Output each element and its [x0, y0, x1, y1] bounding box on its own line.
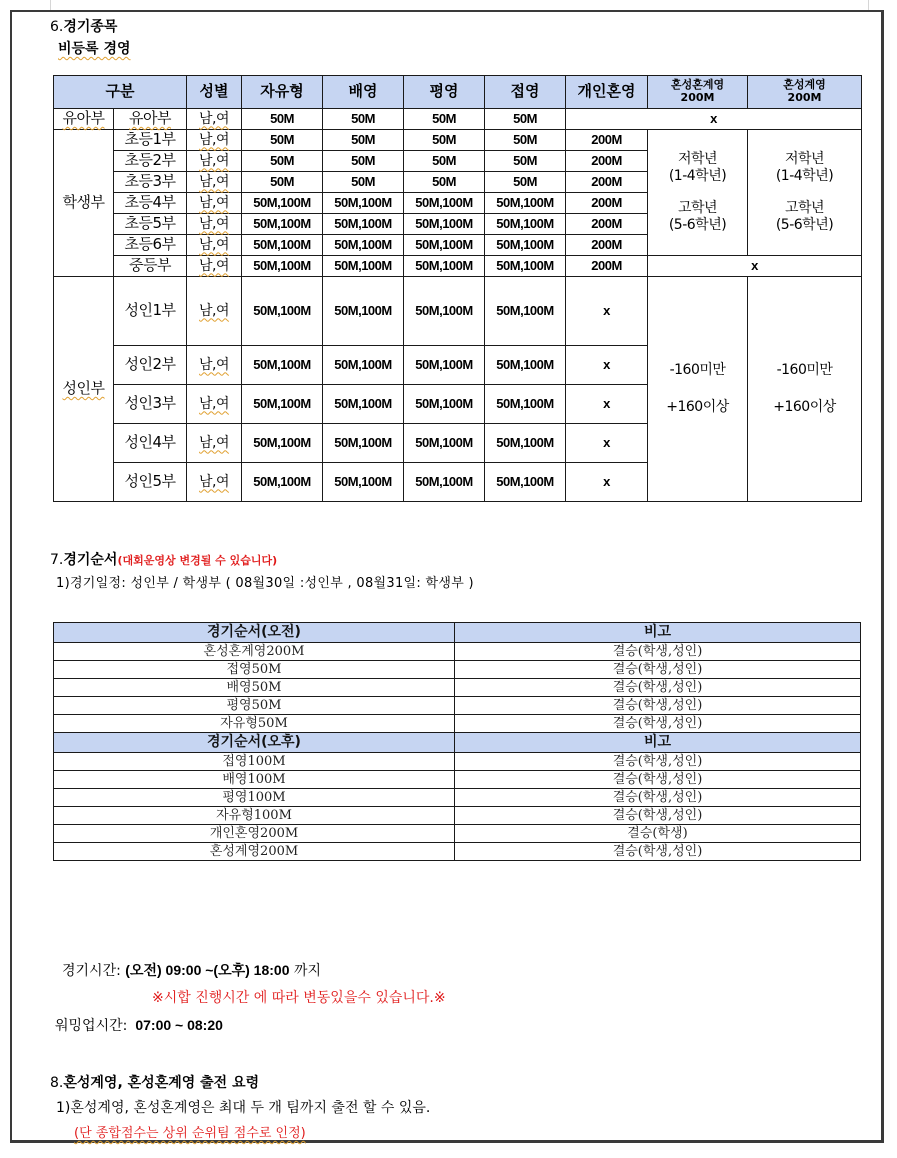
division-cell: 중등부 [114, 256, 187, 277]
section-6-heading [50, 16, 117, 36]
mixed-relay-adult-note: -160미만 +160이상 [748, 277, 862, 502]
breaststroke-cell: 50M,100M [404, 424, 485, 463]
header-line: 200M [680, 91, 715, 104]
im-cell: x [566, 424, 648, 463]
gender-cell: 남,여 [187, 277, 242, 346]
backstroke-cell: 50M,100M [323, 346, 404, 385]
section-title: 혼성계영, 혼성혼계영 출전 요령 [63, 1075, 260, 1091]
mixed-medley-elementary-note: 저학년 (1-4학년) 고학년 (5-6학년) [648, 130, 748, 256]
im-cell: 200M [566, 193, 648, 214]
col-backstroke: 배영 [323, 76, 404, 109]
col-division: 구분 [54, 76, 187, 109]
warmup-time-line [55, 1015, 223, 1035]
col-mixed-relay [748, 76, 862, 109]
event-cell: 평영100M [54, 789, 455, 807]
afternoon-header: 경기순서(오후) [54, 733, 455, 753]
events-table-header [54, 76, 862, 109]
gender-cell: 남,여 [187, 151, 242, 172]
game-time-label: 경기시간: [62, 963, 121, 979]
breaststroke-cell: 50M,100M [404, 277, 485, 346]
im-cell: x [566, 463, 648, 502]
freestyle-cell: 50M,100M [242, 424, 323, 463]
note-cell: 결승(학생) [455, 825, 861, 843]
relay-rule-note: (단 종합점수는 상위 순위팀 점수로 인정) [74, 1126, 306, 1141]
backstroke-cell: 50M,100M [323, 424, 404, 463]
table-row [54, 256, 862, 277]
backstroke-cell: 50M,100M [323, 385, 404, 424]
freestyle-cell: 50M,100M [242, 256, 323, 277]
freestyle-cell: 50M [242, 172, 323, 193]
freestyle-cell: 50M,100M [242, 385, 323, 424]
table-row [54, 109, 862, 130]
relay-rule: 1)혼성계영, 혼성혼계영은 최대 두 개 팀까지 출전 할 수 있음. [56, 1100, 431, 1116]
col-im: 개인혼영 [566, 76, 648, 109]
butterfly-cell: 50M,100M [485, 385, 566, 424]
col-freestyle: 자유형 [242, 76, 323, 109]
event-cell: 개인혼영200M [54, 825, 455, 843]
table-row [54, 661, 861, 679]
table-row [54, 643, 861, 661]
table-row [54, 130, 862, 151]
col-mixed-medley [648, 76, 748, 109]
division-cell: 초등4부 [114, 193, 187, 214]
event-cell: 자유형100M [54, 807, 455, 825]
division-cell: 유아부 [114, 109, 187, 130]
gender-cell: 남,여 [187, 193, 242, 214]
table-row [54, 715, 861, 733]
event-cell: 혼성혼계영200M [54, 643, 455, 661]
gender-cell: 남,여 [187, 214, 242, 235]
note-cell: 결승(학생,성인) [455, 789, 861, 807]
event-cell: 접영50M [54, 661, 455, 679]
time-change-warning: ※시합 진행시간 에 따라 변동있을수 있습니다.※ [152, 990, 446, 1006]
backstroke-cell: 50M [323, 151, 404, 172]
col-butterfly: 접영 [485, 76, 566, 109]
na-cell: x [566, 109, 862, 130]
im-cell: 200M [566, 172, 648, 193]
im-cell: 200M [566, 235, 648, 256]
gender-cell: 남,여 [187, 109, 242, 130]
breaststroke-cell: 50M,100M [404, 463, 485, 502]
gender-cell: 남,여 [187, 172, 242, 193]
backstroke-cell: 50M [323, 172, 404, 193]
division-cell: 초등6부 [114, 235, 187, 256]
breaststroke-cell: 50M,100M [404, 385, 485, 424]
note-cell: 결승(학생,성인) [455, 843, 861, 861]
breaststroke-cell: 50M,100M [404, 193, 485, 214]
butterfly-cell: 50M,100M [485, 277, 566, 346]
game-time-suffix: 까지 [293, 963, 321, 979]
freestyle-cell: 50M [242, 130, 323, 151]
gender-cell: 남,여 [187, 385, 242, 424]
morning-header: 경기순서(오전) [54, 623, 455, 643]
note-cell: 결승(학생,성인) [455, 807, 861, 825]
gender-cell: 남,여 [187, 463, 242, 502]
freestyle-cell: 50M,100M [242, 214, 323, 235]
group-cell: 유아부 [54, 109, 114, 130]
freestyle-cell: 50M,100M [242, 346, 323, 385]
event-cell: 평영50M [54, 697, 455, 715]
backstroke-cell: 50M,100M [323, 463, 404, 502]
events-table [53, 75, 862, 502]
section-title: 경기종목 [63, 19, 118, 35]
gender-cell: 남,여 [187, 346, 242, 385]
afternoon-header-row [54, 733, 861, 753]
section-number: 7. [50, 552, 64, 568]
butterfly-cell: 50M [485, 109, 566, 130]
gender-cell: 남,여 [187, 130, 242, 151]
note-cell: 결승(학생,성인) [455, 643, 861, 661]
division-cell: 성인5부 [114, 463, 187, 502]
section-number: 8. [50, 1075, 64, 1091]
freestyle-cell: 50M,100M [242, 193, 323, 214]
note-cell: 결승(학생,성인) [455, 715, 861, 733]
freestyle-cell: 50M [242, 151, 323, 172]
note-cell: 결승(학생,성인) [455, 753, 861, 771]
section-6-subtitle [58, 38, 131, 58]
butterfly-cell: 50M,100M [485, 235, 566, 256]
change-notice: (대회운영상 변경될 수 있습니다) [117, 554, 278, 567]
butterfly-cell: 50M,100M [485, 424, 566, 463]
table-row [54, 697, 861, 715]
table-row [54, 843, 861, 861]
group-cell-students: 학생부 [54, 130, 114, 277]
im-cell: 200M [566, 130, 648, 151]
backstroke-cell: 50M,100M [323, 256, 404, 277]
butterfly-cell: 50M,100M [485, 214, 566, 235]
butterfly-cell: 50M,100M [485, 256, 566, 277]
gender-cell: 남,여 [187, 256, 242, 277]
butterfly-cell: 50M,100M [485, 193, 566, 214]
note-cell: 결승(학생,성인) [455, 771, 861, 789]
relays-na-cell: x [648, 256, 862, 277]
warmup-label: 워밍업시간: [55, 1018, 128, 1034]
section-8-heading [50, 1072, 259, 1092]
division-cell: 성인2부 [114, 346, 187, 385]
butterfly-cell: 50M [485, 172, 566, 193]
morning-header-row [54, 623, 861, 643]
header-line: 혼성계영 [783, 78, 826, 92]
section-number: 6. [50, 19, 64, 35]
im-cell: x [566, 385, 648, 424]
gender-cell: 남,여 [187, 424, 242, 463]
morning-note-header: 비고 [455, 623, 861, 643]
butterfly-cell: 50M,100M [485, 346, 566, 385]
backstroke-cell: 50M,100M [323, 193, 404, 214]
note-cell: 결승(학생,성인) [455, 661, 861, 679]
im-cell: 200M [566, 214, 648, 235]
im-cell: x [566, 346, 648, 385]
document-page [10, 10, 884, 1143]
butterfly-cell: 50M [485, 151, 566, 172]
game-time-value: (오전) 09:00 ~(오후) 18:00 [125, 962, 290, 978]
division-cell: 초등3부 [114, 172, 187, 193]
breaststroke-cell: 50M,100M [404, 346, 485, 385]
breaststroke-cell: 50M [404, 172, 485, 193]
mixed-medley-adult-note: -160미만 +160이상 [648, 277, 748, 502]
im-cell: 200M [566, 256, 648, 277]
header-line: 200M [787, 91, 822, 104]
table-row [54, 753, 861, 771]
table-row [54, 789, 861, 807]
table-row [54, 277, 862, 346]
event-cell: 배영50M [54, 679, 455, 697]
breaststroke-cell: 50M [404, 130, 485, 151]
breaststroke-cell: 50M [404, 109, 485, 130]
division-cell: 성인3부 [114, 385, 187, 424]
schedule-line: 1)경기일정: 성인부 / 학생부 ( 08월30일 :성인부 , 08월31일: 학생부 ) [56, 576, 474, 591]
im-cell: x [566, 277, 648, 346]
freestyle-cell: 50M,100M [242, 463, 323, 502]
col-breaststroke: 평영 [404, 76, 485, 109]
table-row [54, 771, 861, 789]
freestyle-cell: 50M,100M [242, 277, 323, 346]
breaststroke-cell: 50M,100M [404, 256, 485, 277]
game-time-line [62, 960, 321, 980]
division-cell: 초등5부 [114, 214, 187, 235]
division-cell: 초등2부 [114, 151, 187, 172]
section-7-heading [50, 549, 277, 569]
group-cell-adults: 성인부 [54, 277, 114, 502]
note-cell: 결승(학생,성인) [455, 679, 861, 697]
backstroke-cell: 50M [323, 109, 404, 130]
backstroke-cell: 50M,100M [323, 214, 404, 235]
backstroke-cell: 50M [323, 130, 404, 151]
table-row [54, 807, 861, 825]
breaststroke-cell: 50M,100M [404, 235, 485, 256]
butterfly-cell: 50M,100M [485, 463, 566, 502]
im-cell: 200M [566, 151, 648, 172]
division-cell: 성인4부 [114, 424, 187, 463]
table-row [54, 679, 861, 697]
freestyle-cell: 50M [242, 109, 323, 130]
butterfly-cell: 50M [485, 130, 566, 151]
event-cell: 자유형50M [54, 715, 455, 733]
section-title: 경기순서 [63, 552, 118, 568]
mixed-relay-elementary-note: 저학년 (1-4학년) 고학년 (5-6학년) [748, 130, 862, 256]
afternoon-note-header: 비고 [455, 733, 861, 753]
event-cell: 혼성계영200M [54, 843, 455, 861]
header-line: 혼성혼계영 [670, 78, 725, 92]
freestyle-cell: 50M,100M [242, 235, 323, 256]
backstroke-cell: 50M,100M [323, 277, 404, 346]
gender-cell: 남,여 [187, 235, 242, 256]
table-row [54, 825, 861, 843]
col-gender: 성별 [187, 76, 242, 109]
breaststroke-cell: 50M [404, 151, 485, 172]
warmup-value: 07:00 ~ 08:20 [135, 1017, 223, 1033]
division-cell: 초등1부 [114, 130, 187, 151]
backstroke-cell: 50M,100M [323, 235, 404, 256]
order-table [53, 622, 861, 861]
note-cell: 결승(학생,성인) [455, 697, 861, 715]
subtitle-text: 비등록 경영 [58, 41, 131, 57]
division-cell: 성인1부 [114, 277, 187, 346]
breaststroke-cell: 50M,100M [404, 214, 485, 235]
event-cell: 접영100M [54, 753, 455, 771]
event-cell: 배영100M [54, 771, 455, 789]
